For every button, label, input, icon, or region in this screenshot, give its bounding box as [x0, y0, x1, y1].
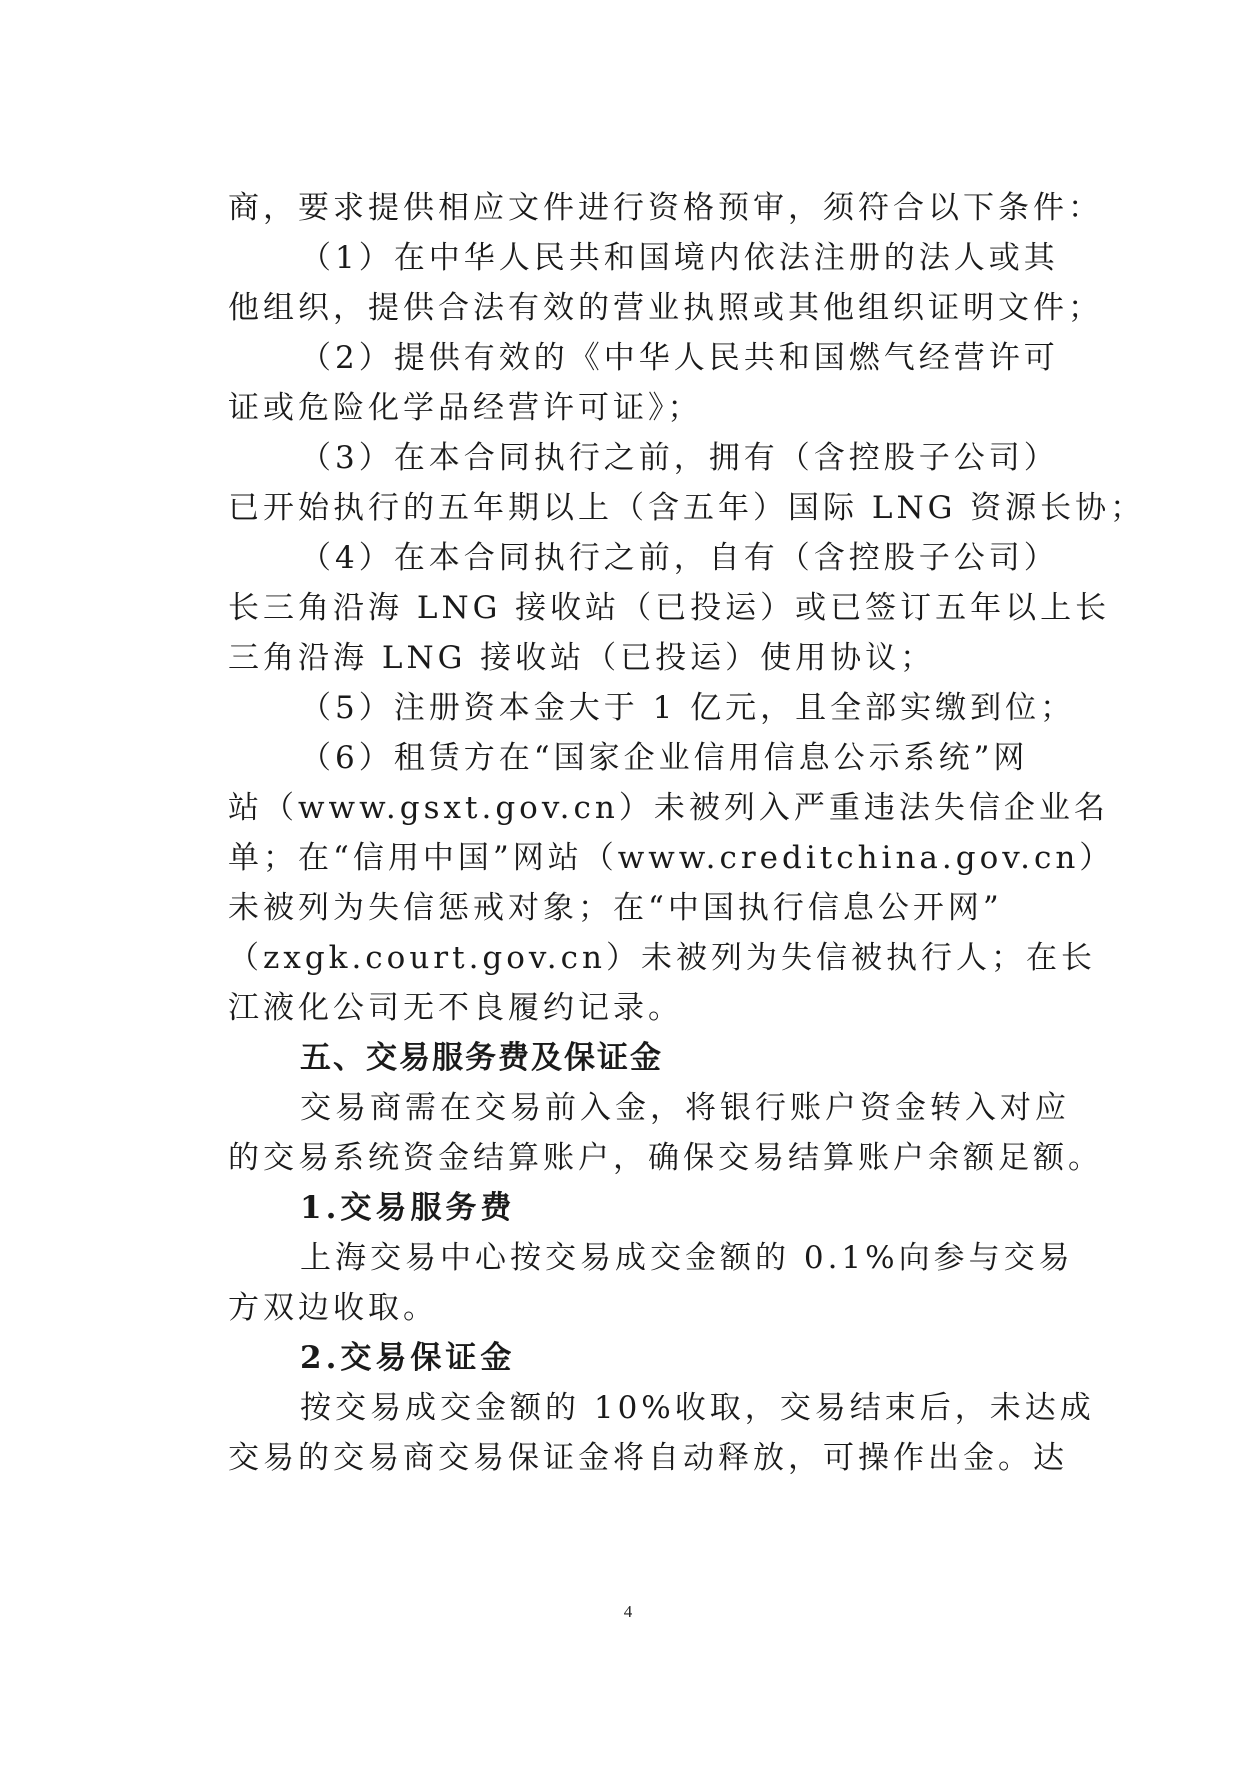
condition-2-line: （2）提供有效的《中华人民共和国燃气经营许可 [300, 340, 1059, 376]
body-line: 未被列为失信惩戒对象；在“中国执行信息公开网” [228, 890, 1003, 926]
body-line: 上海交易中心按交易成交金额的 0.1%向参与交易 [300, 1240, 1074, 1276]
condition-5-line: （5）注册资本金大于 1 亿元，且全部实缴到位； [300, 690, 1076, 726]
body-line: 的交易系统资金结算账户，确保交易结算账户余额足额。 [228, 1140, 1103, 1176]
section-heading: 五、交易服务费及保证金 [300, 1040, 663, 1076]
body-line: 他组织，提供合法有效的营业执照或其他组织证明文件； [228, 290, 1103, 326]
condition-4-line: （4）在本合同执行之前，自有（含控股子公司） [300, 540, 1059, 576]
body-line: 三角沿海 LNG 接收站（已投运）使用协议； [228, 640, 936, 676]
subheading-service-fee: 1.交易服务费 [300, 1190, 516, 1226]
condition-6-line: （6）租赁方在“国家企业信用信息公示系统”网 [300, 740, 1029, 776]
body-line: 长三角沿海 LNG 接收站（已投运）或已签订五年以上长 [228, 590, 1111, 626]
body-line: 已开始执行的五年期以上（含五年）国际 LNG 资源长协； [228, 490, 1146, 526]
body-line: 方双边收取。 [228, 1290, 438, 1326]
condition-3-line: （3）在本合同执行之前，拥有（含控股子公司） [300, 440, 1059, 476]
body-line: 站（www.gsxt.gov.cn）未被列入严重违法失信企业名 [228, 790, 1109, 826]
subheading-deposit: 2.交易保证金 [300, 1340, 516, 1376]
body-line: 单；在“信用中国”网站（www.creditchina.gov.cn） [228, 840, 1115, 876]
body-line: 证或危险化学品经营许可证》； [228, 390, 703, 426]
condition-1-line: （1）在中华人民共和国境内依法注册的法人或其 [300, 240, 1059, 276]
body-line: 江液化公司无不良履约记录。 [228, 990, 683, 1026]
body-line: 交易商需在交易前入金，将银行账户资金转入对应 [300, 1090, 1070, 1126]
body-line: 按交易成交金额的 10%收取，交易结束后，未达成 [300, 1390, 1095, 1426]
body-line: 商，要求提供相应文件进行资格预审，须符合以下条件： [228, 190, 1103, 226]
page-number: 4 [623, 1602, 633, 1621]
body-line: 交易的交易商交易保证金将自动释放，可操作出金。达 [228, 1440, 1068, 1476]
body-line: （zxgk.court.gov.cn）未被列为失信被执行人；在长 [228, 940, 1096, 976]
